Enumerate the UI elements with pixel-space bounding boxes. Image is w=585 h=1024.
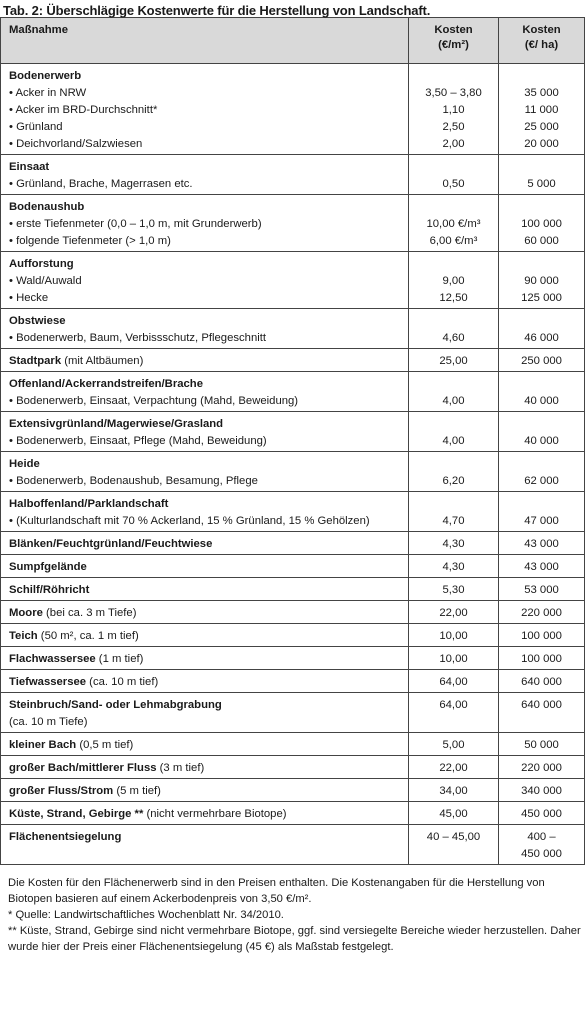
cell-kosten-ha [499, 578, 585, 601]
value-m2: 64,00 [439, 699, 468, 711]
cell-kosten-m2 [409, 802, 499, 825]
cell-kosten-m2 [409, 155, 499, 195]
value-ha: 53 000 [524, 584, 559, 596]
value-m2: 2,50 [442, 121, 465, 133]
row-title [9, 605, 408, 622]
bullet-item: • Bodenerwerb, Bodenaushub, Besamung, Pflege [9, 473, 408, 490]
cell-kosten-ha [499, 779, 585, 802]
value-ha: 60 000 [524, 235, 559, 247]
cell-massnahme [1, 64, 409, 155]
value-m2: 5,30 [442, 584, 465, 596]
table-row [1, 452, 585, 492]
note-coast: ** Küste, Strand, Gebirge sind nicht vermehrbare Biotope, ggf. sind versiegelte Bereiche wieder herzustellen. Daher wurde hier der Preis einer Flächenentsiegelung (45 €) als Maßstab festgelegt. [8, 925, 581, 953]
bullet-item: • erste Tiefenmeter (0,0 – 1,0 m, mit Grunderwerb) [9, 216, 408, 233]
value-m2: 64,00 [439, 676, 468, 688]
bullet-item: • Bodenerwerb, Einsaat, Pflege (Mahd, Beweidung) [9, 433, 408, 450]
row-title [9, 783, 408, 800]
cell-kosten-m2 [409, 555, 499, 578]
table-row [1, 779, 585, 802]
cell-kosten-ha [499, 349, 585, 372]
cell-kosten-ha [499, 555, 585, 578]
cell-kosten-ha [499, 601, 585, 624]
table-row [1, 309, 585, 349]
row-title-suffix: (5 m tief) [113, 785, 161, 797]
value-m2: 40 – 45,00 [426, 831, 481, 843]
table-row [1, 195, 585, 252]
value-ha: 400 – [527, 831, 556, 843]
row-title-suffix: (mit Altbäumen) [61, 355, 144, 367]
row-title-text: Flächenentsiegelung [9, 831, 122, 843]
value-ha: 100 000 [521, 218, 562, 230]
value-m2: 0,50 [442, 178, 465, 190]
cell-massnahme [1, 733, 409, 756]
row-title-text: Steinbruch/Sand- oder Lehmabgrabung [9, 699, 222, 711]
value-m2: 4,00 [442, 395, 465, 407]
value-m2: 6,00 €/m³ [429, 235, 478, 247]
cell-kosten-ha [499, 155, 585, 195]
bullet-item: • Acker in NRW [9, 85, 408, 102]
cell-kosten-ha [499, 492, 585, 532]
cell-massnahme [1, 624, 409, 647]
value-m2: 25,00 [439, 355, 468, 367]
row-title [9, 806, 408, 823]
bullet-item: • Bodenerwerb, Baum, Verbissschutz, Pflegeschnitt [9, 330, 408, 347]
note-source: * Quelle: Landwirtschaftliches Wochenblatt Nr. 34/2010. [8, 909, 284, 921]
table-row [1, 825, 585, 865]
row-title-text: Bodenerwerb [9, 70, 82, 82]
cell-kosten-m2 [409, 309, 499, 349]
value-ha: 100 000 [521, 630, 562, 642]
row-title [9, 159, 408, 176]
value-ha: 35 000 [524, 87, 559, 99]
bullet-item: • Wald/Auwald [9, 273, 408, 290]
cell-massnahme [1, 555, 409, 578]
row-title-text: großer Bach/mittlerer Fluss [9, 762, 157, 774]
cell-massnahme [1, 825, 409, 865]
row-title-suffix: (3 m tief) [156, 762, 205, 774]
value-ha: 90 000 [524, 275, 559, 287]
cell-kosten-m2 [409, 601, 499, 624]
table-row [1, 647, 585, 670]
value-m2: 3,50 – 3,80 [425, 87, 482, 99]
cell-kosten-m2 [409, 733, 499, 756]
row-title [9, 628, 408, 645]
value-ha: 450 000 [521, 808, 562, 820]
cell-kosten-m2 [409, 670, 499, 693]
row-title-text: Tiefwassersee [9, 676, 87, 688]
value-ha: 50 000 [524, 739, 559, 751]
cell-kosten-ha [499, 532, 585, 555]
cell-kosten-ha [499, 195, 585, 252]
header-kosten-ha-line2: (€/ ha) [524, 39, 559, 51]
row-title-text: Stadtpark [9, 355, 62, 367]
cell-massnahme [1, 195, 409, 252]
cell-kosten-m2 [409, 624, 499, 647]
row-title [9, 559, 408, 576]
row-title-text: Offenland/Ackerrandstreifen/Brache [9, 378, 203, 390]
table-title: Tab. 2: Überschlägige Kostenwerte für die Herstellung von Landschaft. [3, 3, 431, 18]
cell-kosten-ha [499, 756, 585, 779]
row-title-text: Moore [9, 607, 43, 619]
row-title [9, 199, 408, 216]
table-body [1, 64, 585, 865]
row-title [9, 674, 408, 691]
header-kosten-m2-line2: (€/m²) [438, 39, 469, 51]
cell-massnahme [1, 492, 409, 532]
value-ha: 100 000 [521, 653, 562, 665]
cell-kosten-m2 [409, 825, 499, 865]
cell-massnahme [1, 802, 409, 825]
cell-massnahme [1, 252, 409, 309]
value-m2: 1,10 [442, 104, 465, 116]
cell-kosten-m2 [409, 756, 499, 779]
cell-massnahme [1, 756, 409, 779]
row-title-text: Halboffenland/Parklandschaft [9, 498, 169, 510]
cell-kosten-ha [499, 252, 585, 309]
row-title-text: Schilf/Röhricht [9, 584, 90, 596]
value-ha: 640 000 [521, 676, 562, 688]
cell-kosten-ha [499, 802, 585, 825]
table-row [1, 252, 585, 309]
cell-kosten-m2 [409, 452, 499, 492]
row-title-text: Teich [9, 630, 38, 642]
cell-kosten-m2 [409, 779, 499, 802]
cell-kosten-ha [499, 647, 585, 670]
cell-massnahme [1, 309, 409, 349]
row-title [9, 456, 408, 473]
row-title-text: kleiner Bach [9, 739, 77, 751]
row-title [9, 582, 408, 599]
cell-kosten-ha [499, 693, 585, 733]
cell-massnahme [1, 349, 409, 372]
row-title [9, 68, 408, 85]
value-ha: 43 000 [524, 538, 559, 550]
row-title-text: Flachwassersee [9, 653, 96, 665]
value-ha: 62 000 [524, 475, 559, 487]
table-row [1, 64, 585, 155]
cell-kosten-m2 [409, 252, 499, 309]
row-title [9, 536, 408, 553]
value-m2: 10,00 [439, 653, 468, 665]
row-title [9, 416, 408, 433]
cost-table [0, 17, 585, 865]
value-ha: 47 000 [524, 515, 559, 527]
value-m2: 4,30 [442, 561, 465, 573]
value-m2: 4,70 [442, 515, 465, 527]
row-title-text: großer Fluss/Strom [9, 785, 114, 797]
value-m2: 22,00 [439, 607, 468, 619]
row-title [9, 256, 408, 273]
bullet-item: • Grünland [9, 119, 408, 136]
value-m2: 6,20 [442, 475, 465, 487]
bullet-item: • (Kulturlandschaft mit 70 % Ackerland, 15 % Grünland, 15 % Gehölzen) [9, 513, 408, 530]
cell-kosten-m2 [409, 349, 499, 372]
header-kosten-ha-line1: Kosten [522, 24, 561, 36]
row-title-text: Blänken/Feuchtgrünland/Feuchtwiese [9, 538, 213, 550]
row-title-text: Aufforstung [9, 258, 74, 270]
value-ha: 220 000 [521, 762, 562, 774]
row-title-suffix: (bei ca. 3 m Tiefe) [42, 607, 137, 619]
cell-massnahme [1, 372, 409, 412]
cell-kosten-m2 [409, 64, 499, 155]
note-general: Die Kosten für den Flächenerwerb sind in den Preisen enthalten. Die Kostenangaben für die Herstellung von Biotopen basieren auf einem Ackerbodenpreis von 3,50 €/m². [8, 877, 545, 905]
value-m2: 2,00 [442, 138, 465, 150]
table-row [1, 624, 585, 647]
row-title-text: Obstwiese [9, 315, 66, 327]
table-row [1, 601, 585, 624]
cell-kosten-ha [499, 670, 585, 693]
cell-massnahme [1, 647, 409, 670]
cell-massnahme [1, 670, 409, 693]
row-title [9, 697, 408, 714]
row-title-suffix: (1 m tief) [95, 653, 144, 665]
row-title [9, 651, 408, 668]
cell-kosten-ha [499, 624, 585, 647]
value-ha: 125 000 [521, 292, 562, 304]
value-m2: 9,00 [442, 275, 465, 287]
header-kosten-m2-line1: Kosten [434, 24, 473, 36]
row-title-suffix: (0,5 m tief) [76, 739, 134, 751]
value-ha: 46 000 [524, 332, 559, 344]
cell-kosten-m2 [409, 372, 499, 412]
bullet-item: • folgende Tiefenmeter (> 1,0 m) [9, 233, 408, 250]
value-ha: 25 000 [524, 121, 559, 133]
table-row [1, 693, 585, 733]
row-title [9, 313, 408, 330]
cell-massnahme [1, 532, 409, 555]
row-title [9, 737, 408, 754]
row-title-text: Extensivgrünland/Magerwiese/Grasland [9, 418, 224, 430]
table-row [1, 733, 585, 756]
value-m2: 12,50 [439, 292, 468, 304]
bullet-item: • Deichvorland/Salzwiesen [9, 136, 408, 153]
table-row [1, 492, 585, 532]
value-ha: 5 000 [527, 178, 556, 190]
value-ha: 11 000 [524, 104, 559, 116]
cell-kosten-ha [499, 372, 585, 412]
cell-kosten-ha [499, 309, 585, 349]
row-title [9, 496, 408, 513]
table-header-row [1, 18, 585, 64]
bullet-item: • Grünland, Brache, Magerrasen etc. [9, 176, 408, 193]
row-subtitle: (ca. 10 m Tiefe) [9, 716, 88, 728]
cell-kosten-m2 [409, 195, 499, 252]
cell-massnahme [1, 693, 409, 733]
value-m2: 4,00 [442, 435, 465, 447]
value-m2: 10,00 €/m³ [426, 218, 481, 230]
table-row [1, 532, 585, 555]
table-row [1, 670, 585, 693]
row-title [9, 376, 408, 393]
bullet-item: • Acker im BRD-Durchschnitt* [9, 102, 408, 119]
value-ha: 250 000 [521, 355, 562, 367]
table-row [1, 155, 585, 195]
cell-kosten-ha [499, 733, 585, 756]
bullet-item: • Hecke [9, 290, 408, 307]
cell-kosten-m2 [409, 647, 499, 670]
cell-kosten-m2 [409, 578, 499, 601]
row-title-text: Sumpfgelände [9, 561, 87, 573]
row-title-text: Bodenaushub [9, 201, 85, 213]
cell-massnahme [1, 412, 409, 452]
cell-kosten-m2 [409, 412, 499, 452]
cell-kosten-m2 [409, 532, 499, 555]
table-notes [0, 865, 585, 955]
cell-massnahme [1, 155, 409, 195]
row-title [9, 760, 408, 777]
row-title-text: Einsaat [9, 161, 50, 173]
value-m2: 5,00 [442, 739, 465, 751]
table-row [1, 578, 585, 601]
cell-kosten-ha [499, 452, 585, 492]
value-m2: 22,00 [439, 762, 468, 774]
value-m2: 4,30 [442, 538, 465, 550]
value-ha: 220 000 [521, 607, 562, 619]
value-ha-cont: 450 000 [521, 848, 562, 860]
header-kosten-ha [499, 18, 585, 64]
cell-kosten-ha [499, 64, 585, 155]
value-m2: 4,60 [442, 332, 465, 344]
row-title-text: Heide [9, 458, 40, 470]
bullet-item: • Bodenerwerb, Einsaat, Verpachtung (Mahd, Beweidung) [9, 393, 408, 410]
value-ha: 340 000 [521, 785, 562, 797]
value-m2: 34,00 [439, 785, 468, 797]
cell-kosten-ha [499, 825, 585, 865]
row-title-suffix: (nicht vermehrbare Biotope) [143, 808, 287, 820]
cell-massnahme [1, 452, 409, 492]
header-kosten-m2 [409, 18, 499, 64]
table-row [1, 372, 585, 412]
value-ha: 40 000 [524, 395, 559, 407]
value-m2: 10,00 [439, 630, 468, 642]
value-ha: 640 000 [521, 699, 562, 711]
value-ha: 20 000 [524, 138, 559, 150]
value-ha: 43 000 [524, 561, 559, 573]
cell-massnahme [1, 578, 409, 601]
row-title [9, 353, 408, 370]
value-ha: 40 000 [524, 435, 559, 447]
table-row [1, 555, 585, 578]
table-row [1, 349, 585, 372]
table-row [1, 802, 585, 825]
cell-massnahme [1, 601, 409, 624]
cell-kosten-ha [499, 412, 585, 452]
table-row [1, 756, 585, 779]
row-title [9, 829, 408, 846]
row-title-text: Küste, Strand, Gebirge ** [9, 808, 144, 820]
table-row [1, 412, 585, 452]
row-title-suffix: (50 m², ca. 1 m tief) [37, 630, 139, 642]
value-m2: 45,00 [439, 808, 468, 820]
cell-massnahme [1, 779, 409, 802]
row-title-suffix: (ca. 10 m tief) [86, 676, 159, 688]
cell-kosten-m2 [409, 492, 499, 532]
header-massnahme: Maßnahme [1, 18, 409, 64]
cell-kosten-m2 [409, 693, 499, 733]
